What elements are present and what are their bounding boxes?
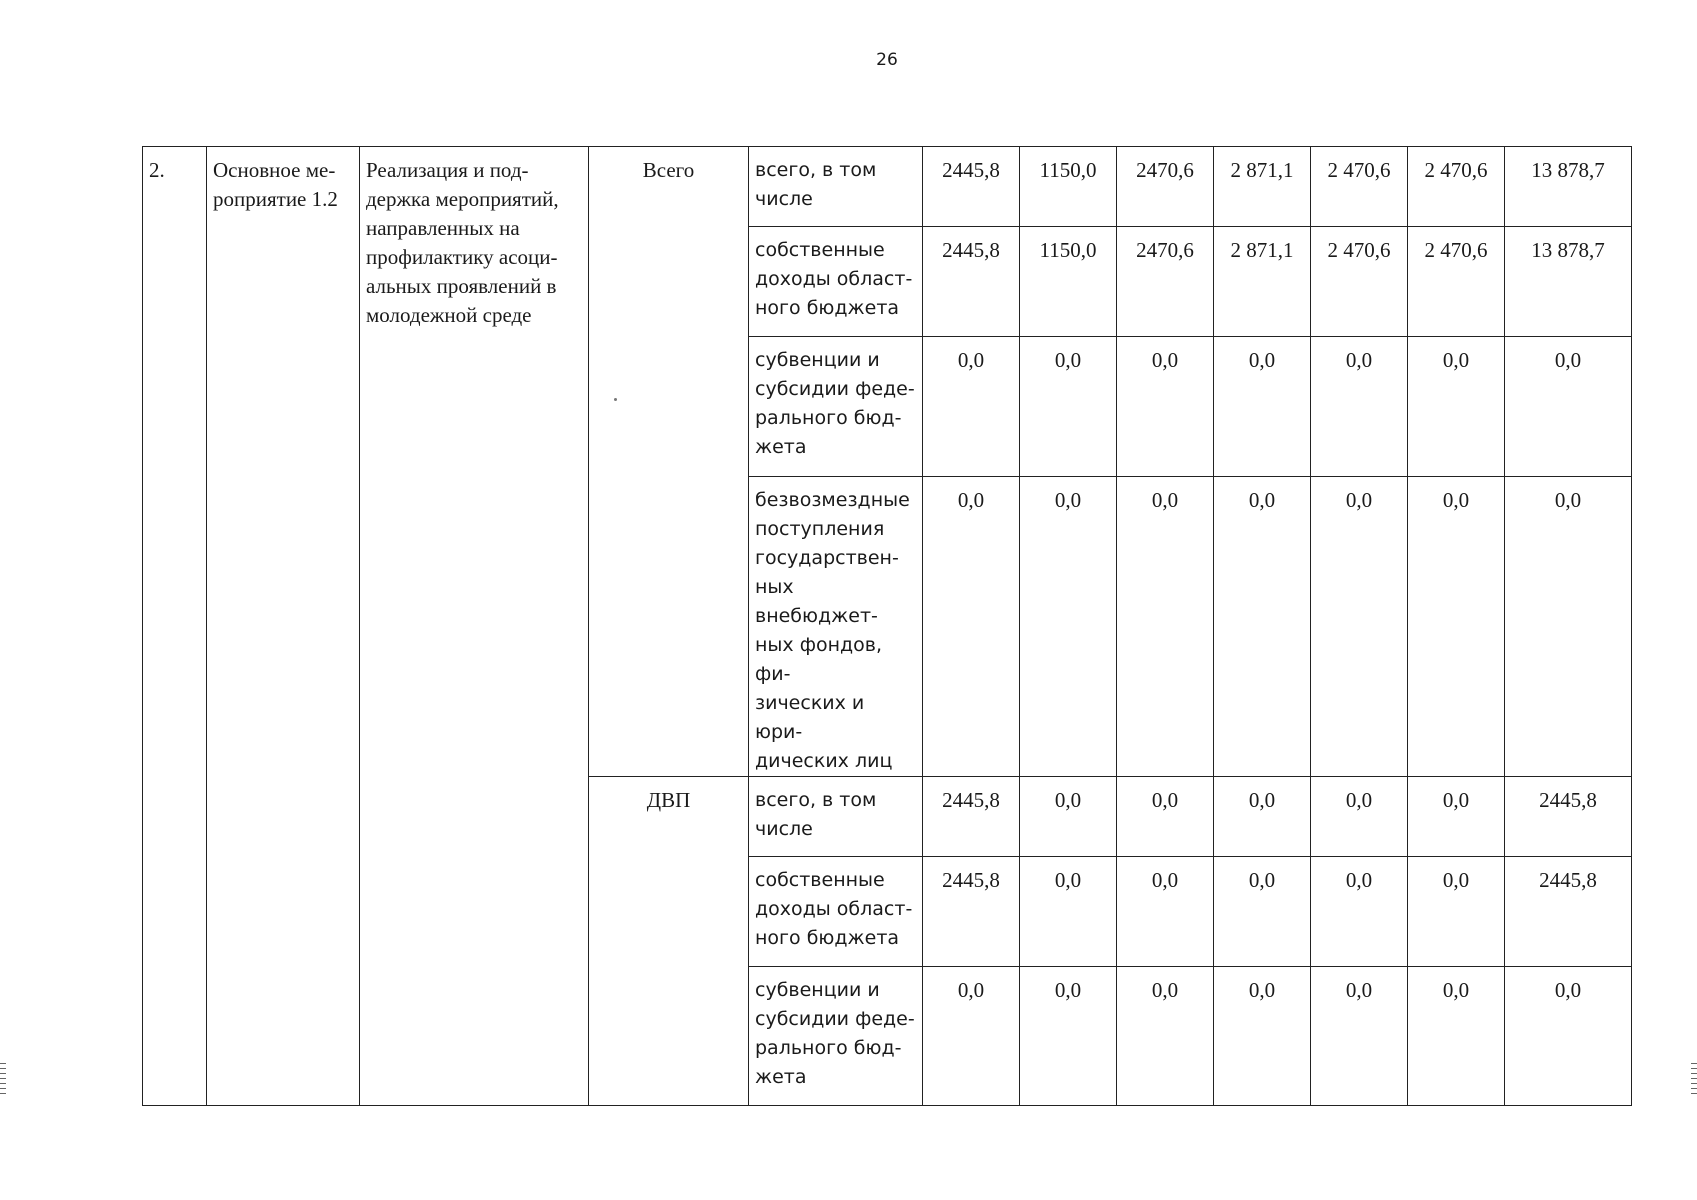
binding-mark-right — [1691, 1063, 1697, 1097]
value-cell: 0,0 — [1020, 477, 1117, 777]
value-cell: 0,0 — [1408, 777, 1505, 857]
event-name-cell — [207, 147, 360, 1106]
funding-source-cell — [749, 337, 923, 477]
funding-source-text: всего, в том числе — [755, 789, 877, 840]
total-value-cell: 13 878,7 — [1505, 147, 1632, 227]
funding-source-text: собственные доходы област- ного бюджета — [755, 869, 913, 949]
value-cell: 0,0 — [1117, 477, 1214, 777]
value-cell: 0,0 — [1020, 857, 1117, 967]
value-cell: 2445,8 — [923, 147, 1020, 227]
value-cell: 2445,8 — [923, 777, 1020, 857]
value-cell: 0,0 — [1117, 777, 1214, 857]
funding-source-cell — [749, 967, 923, 1106]
page-number: 26 — [876, 50, 898, 70]
value-cell: 0,0 — [1214, 477, 1311, 777]
value-cell: 2 470,6 — [1408, 147, 1505, 227]
value-cell: 0,0 — [923, 337, 1020, 477]
binding-mark-left — [0, 1063, 6, 1097]
total-value-cell: 13 878,7 — [1505, 227, 1632, 337]
value-cell: 0,0 — [1020, 777, 1117, 857]
total-value-cell: 2445,8 — [1505, 857, 1632, 967]
value-cell: 1150,0 — [1020, 147, 1117, 227]
value-cell: 0,0 — [1408, 857, 1505, 967]
value-cell: 2470,6 — [1117, 227, 1214, 337]
value-cell: 0,0 — [1117, 337, 1214, 477]
scan-speck — [614, 398, 617, 401]
table-row — [143, 147, 1632, 227]
funding-source-cell — [749, 777, 923, 857]
value-cell: 0,0 — [1020, 337, 1117, 477]
value-cell: 2 470,6 — [1408, 227, 1505, 337]
value-cell: 0,0 — [923, 967, 1020, 1106]
value-cell: 0,0 — [1408, 967, 1505, 1106]
row-number-cell: 2. — [143, 147, 207, 1106]
value-cell: 0,0 — [923, 477, 1020, 777]
event-description-cell — [360, 147, 589, 1106]
value-cell: 2445,8 — [923, 857, 1020, 967]
event-description-text: Реализация и под- держка мероприятий, направленных на профилактику асоци- альных проявлений в молодежной среде — [366, 158, 559, 327]
value-cell: 0,0 — [1214, 857, 1311, 967]
value-cell: 0,0 — [1117, 967, 1214, 1106]
value-cell: 0,0 — [1214, 777, 1311, 857]
total-value-cell: 0,0 — [1505, 337, 1632, 477]
value-cell: 2445,8 — [923, 227, 1020, 337]
value-cell: 0,0 — [1311, 967, 1408, 1106]
value-cell: 0,0 — [1311, 857, 1408, 967]
funding-source-cell — [749, 477, 923, 777]
total-value-cell: 0,0 — [1505, 967, 1632, 1106]
value-cell: 0,0 — [1020, 967, 1117, 1106]
value-cell: 0,0 — [1311, 477, 1408, 777]
value-cell: 0,0 — [1408, 337, 1505, 477]
funding-source-text: субвенции и субсидии феде- рального бюд- жета — [755, 349, 915, 458]
value-cell: 0,0 — [1117, 857, 1214, 967]
value-cell: 1150,0 — [1020, 227, 1117, 337]
value-cell: 2 470,6 — [1311, 227, 1408, 337]
total-value-cell: 2445,8 — [1505, 777, 1632, 857]
program-cell-total: Всего — [589, 147, 749, 777]
funding-source-text: субвенции и субсидии феде- рального бюд- жета — [755, 979, 915, 1088]
value-cell: 2 871,1 — [1214, 147, 1311, 227]
total-value-cell: 0,0 — [1505, 477, 1632, 777]
funding-source-cell — [749, 147, 923, 227]
value-cell: 0,0 — [1214, 337, 1311, 477]
value-cell: 0,0 — [1311, 777, 1408, 857]
budget-table — [142, 146, 1632, 1106]
value-cell: 0,0 — [1311, 337, 1408, 477]
value-cell: 0,0 — [1408, 477, 1505, 777]
value-cell: 2 470,6 — [1311, 147, 1408, 227]
value-cell: 2470,6 — [1117, 147, 1214, 227]
value-cell: 2 871,1 — [1214, 227, 1311, 337]
program-cell-dvp: ДВП — [589, 777, 749, 1106]
funding-source-cell — [749, 227, 923, 337]
funding-source-cell — [749, 857, 923, 967]
funding-source-text: собственные доходы област- ного бюджета — [755, 239, 913, 319]
value-cell: 0,0 — [1214, 967, 1311, 1106]
funding-source-text: безвозмездные поступления государствен- ных внебюджет- ных фондов, фи- зических и юри- дических лиц — [755, 489, 910, 772]
funding-source-text: всего, в том числе — [755, 159, 877, 210]
event-name-text: Основное ме- роприятие 1.2 — [213, 158, 338, 211]
